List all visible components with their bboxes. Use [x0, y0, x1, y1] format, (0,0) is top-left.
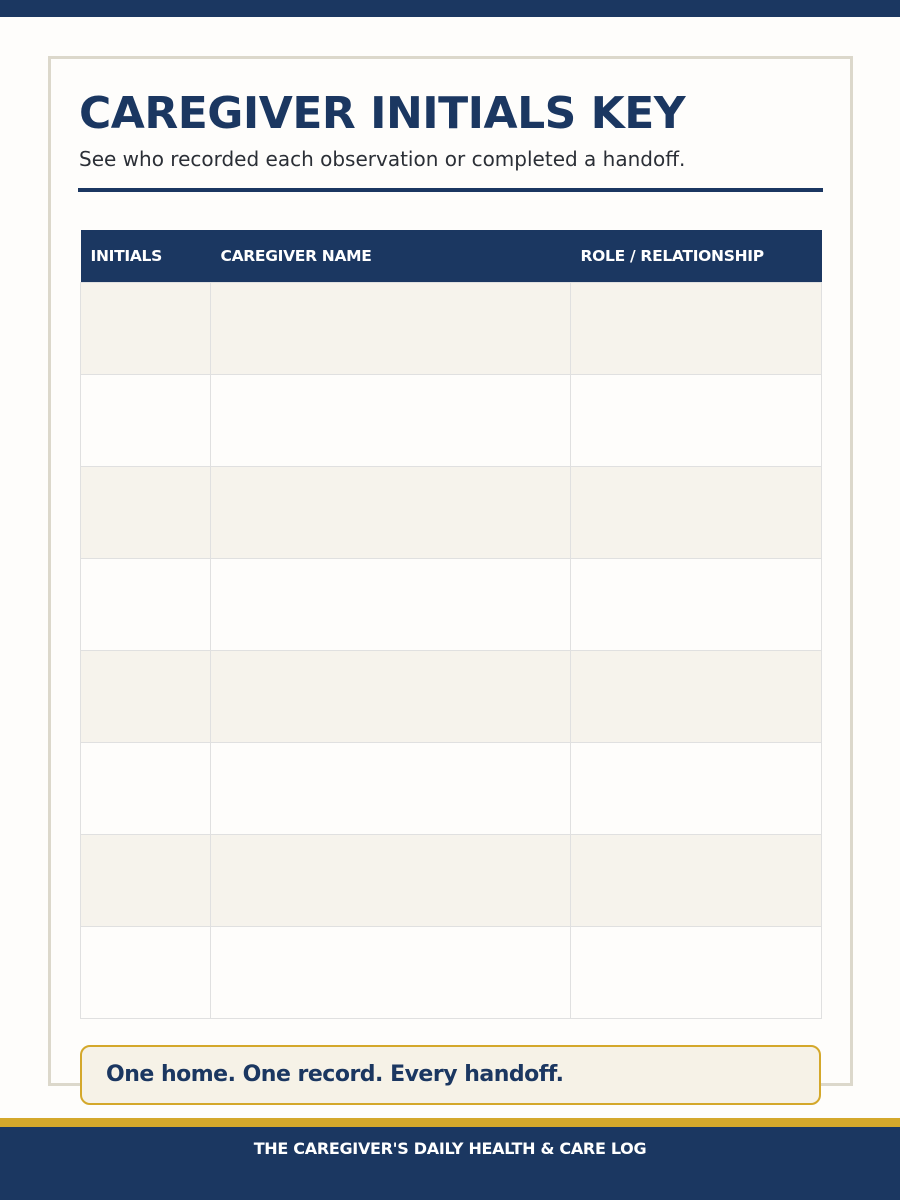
- role-relationship-cell[interactable]: [571, 466, 822, 558]
- caregiver-name-cell[interactable]: [211, 834, 571, 926]
- initials-cell[interactable]: [81, 374, 211, 466]
- caregiver-name-cell[interactable]: [211, 466, 571, 558]
- initials-cell[interactable]: [81, 558, 211, 650]
- table-row: [81, 374, 822, 466]
- page-title: CAREGIVER INITIALS KEY: [79, 88, 686, 139]
- role-relationship-cell[interactable]: [571, 282, 822, 374]
- table-row: [81, 466, 822, 558]
- initials-cell[interactable]: [81, 834, 211, 926]
- role-relationship-cell[interactable]: [571, 650, 822, 742]
- role-relationship-cell[interactable]: [571, 742, 822, 834]
- initials-cell[interactable]: [81, 650, 211, 742]
- footer-gold-stripe: [0, 1118, 900, 1127]
- initials-cell[interactable]: [81, 742, 211, 834]
- table-row: [81, 742, 822, 834]
- caregiver-name-cell[interactable]: [211, 926, 571, 1018]
- caregiver-name-cell[interactable]: [211, 650, 571, 742]
- footer-title: THE CAREGIVER'S DAILY HEALTH & CARE LOG: [253, 1139, 647, 1158]
- column-header-role-relationship: ROLE / RELATIONSHIP: [571, 230, 822, 282]
- column-header-initials: INITIALS: [81, 230, 211, 282]
- tagline-callout: [80, 1045, 821, 1105]
- column-header-caregiver-name: CAREGIVER NAME: [211, 230, 571, 282]
- table-row: [81, 282, 822, 374]
- table-header-row: [81, 230, 822, 282]
- initials-cell[interactable]: [81, 466, 211, 558]
- role-relationship-cell[interactable]: [571, 834, 822, 926]
- caregiver-name-cell[interactable]: [211, 282, 571, 374]
- table-row: [81, 650, 822, 742]
- role-relationship-cell[interactable]: [571, 558, 822, 650]
- tagline-text: One home. One record. Every handoff.: [106, 1062, 564, 1087]
- footer-bar: [0, 1127, 900, 1200]
- table-row: [81, 558, 822, 650]
- top-accent-bar: [0, 0, 900, 17]
- initials-cell[interactable]: [81, 926, 211, 1018]
- page-subtitle: See who recorded each observation or completed a handoff.: [79, 147, 686, 171]
- caregiver-name-cell[interactable]: [211, 374, 571, 466]
- table-row: [81, 834, 822, 926]
- caregiver-name-cell[interactable]: [211, 742, 571, 834]
- role-relationship-cell[interactable]: [571, 926, 822, 1018]
- title-divider: [78, 188, 823, 192]
- initials-cell[interactable]: [81, 282, 211, 374]
- role-relationship-cell[interactable]: [571, 374, 822, 466]
- caregiver-name-cell[interactable]: [211, 558, 571, 650]
- table-row: [81, 926, 822, 1018]
- initials-key-table: [80, 230, 822, 1019]
